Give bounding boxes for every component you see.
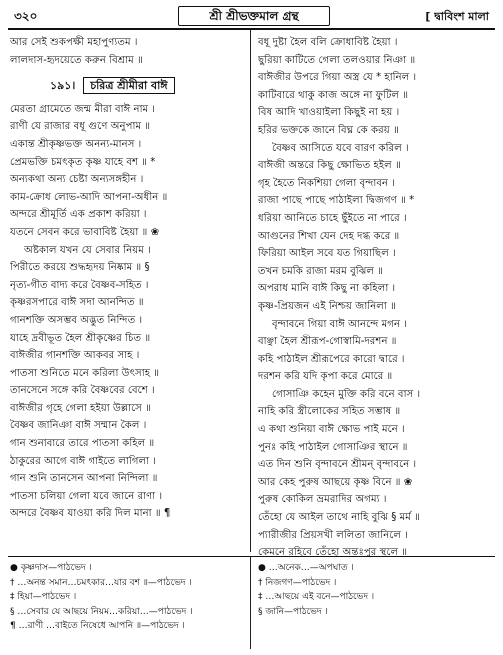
verse-line: ফিরিয়া আইল সবে যত গিয়াছিল ।	[258, 248, 396, 260]
verse-line: পাতসা শুনিতে মনে করিলা উৎসাহ ॥	[10, 367, 160, 379]
footnotes-right	[258, 561, 496, 619]
verse-line: নাহি করি স্ত্রীলোকের সহিত সম্ভাষ ॥	[258, 406, 401, 418]
verse-line: প্যারীজীর প্রিয়সখী ললিতা জানিলে ।	[258, 529, 408, 541]
footnote: ¶ …রাণী …বাইতে নিষেধে আপনি ॥—পাঠভেদ ।	[10, 621, 185, 631]
verse-line: প্রেমভক্তি চমৎকৃত কৃষ্ণ যাহে বশ ॥ *	[10, 156, 156, 168]
verse-line: বাঈজীর গৃহে গেলা হইয়া উল্লাসে ॥	[10, 402, 151, 414]
verse-line: আর সেই শুকপক্ষী মহাপুণ্যতম ।	[10, 37, 138, 48]
verse-line: বিষ আদি খাওয়াইলা কিছুই না হয় ।	[258, 107, 400, 119]
verse-line: অষ্টকাল যখন যে সেবার নিয়ম ।	[24, 244, 151, 256]
chapter-heading	[50, 77, 248, 95]
verse-line: রাণী যে রাজার বধূ গুণে অনুপাম ॥	[10, 121, 151, 133]
verse-line: ছুরিয়া কাটিতে গেলা তলওয়ার নিঞা ॥	[258, 54, 416, 66]
left-verse-list	[10, 101, 248, 523]
right-verse-list	[258, 34, 496, 562]
verse-line: অন্দরে শ্রীমূর্তি এক প্রকাশ করিয়া ।	[10, 209, 147, 221]
verse-line: বাঈজীর উপরে গিয়া অস্ত্র যে * হানিল ।	[258, 72, 417, 84]
footnote: § …সেবার যে আছয়ে নিয়ম…করিয়া…—পাঠভেদ ।	[10, 606, 193, 617]
verse-line: তখন চমকি রাজা মরম বুঝিল ॥	[258, 265, 383, 277]
verse-line: এত দিন শুনি বৃন্দাবনে শ্রীমন্ বৃন্দাবনে ।	[258, 459, 417, 471]
left-column	[10, 34, 248, 523]
footnotes-left	[10, 561, 248, 634]
chapter-number: ১৯১।	[50, 79, 76, 93]
footnotes	[8, 556, 495, 649]
verse-line: ঠাকুরের আগে বাঈ গাইতে লাগিলা ।	[10, 455, 156, 467]
verse-line: কেমনে রহিবে তেঁহো অন্তঃপুর স্থলে ॥	[258, 547, 408, 559]
verse-line: গান শুনি তানসেন আপনা নিন্দিলা ॥	[10, 473, 158, 485]
verse-line: কহি পাঠাইল শ্রীরূপেরে কারো দ্বারে ।	[258, 353, 405, 365]
page-header	[8, 6, 495, 28]
verse-line: গৃহ হৈতে নিকশিয়া গেলা বৃন্দাবন ।	[258, 177, 395, 189]
footnote: ● …অনেক…—অপঘাত ।	[258, 563, 354, 573]
verse-line: কৃষ্ণ-প্রিয়জন এই নিশ্চয় জানিলা ॥	[258, 300, 396, 312]
page-number: ৩২০	[14, 9, 38, 23]
verse-line: পুরুষ কোকিল ভ্রমরাদির অগম্য ।	[258, 494, 387, 506]
footnote: ‡ হিয়া—পাঠভেদ ।	[10, 592, 77, 602]
verse-line: বাঞ্ছা হৈল শ্রীরূপ-গোস্বামি-দরশন ॥	[258, 336, 397, 348]
verse-line: আগুনের শিখা যেন দেহ দগ্ধ করে ॥	[258, 230, 400, 242]
verse-line: বৃন্দাবনে গিয়া বাঈ আনন্দে মগন ।	[272, 318, 407, 330]
verse-line: গোসাঞি কহেন মুক্তি করি বনে বাস ।	[272, 388, 421, 400]
verse-line: আর কেহ পুরুষ আছয়ে কৃষ্ণ বিনে ॥ ❀	[258, 476, 413, 488]
verse-line: দরশন করি যদি কৃপা করে মোরে ॥	[258, 371, 393, 383]
verse-line: বধূ দুষ্টা হৈল বলি ক্রোধাবিষ্ট হৈয়া ।	[258, 37, 398, 48]
verse-line: বাঈজী অন্তরে কিছু ক্ষোভিত হইল ॥	[258, 160, 401, 172]
verse-line: লালদাস-হৃদয়েতে করুন বিশ্রাম ॥	[10, 54, 143, 66]
verse-line: পিরীতে করয়ে শুদ্ধহৃদয় নিষ্কাম ॥ §	[10, 262, 150, 274]
verse-line: তেঁহো যে আইল তাথে নাহি বুঝি § মর্ম ॥	[258, 512, 420, 524]
verse-line: এ কথা শুনিয়া বাঈ ক্ষোভ পাই মনে ।	[258, 424, 405, 436]
footnote: ● কৃষ্ণদাস—পাঠভেদ ।	[10, 563, 92, 573]
verse-line: যাহে দ্রবীভূত হৈল শ্রীকৃষ্ণের চিত ॥	[10, 332, 151, 344]
verse-line: হরির ভক্তকে জানে বিঘ্ন কে করয় ॥	[258, 124, 399, 136]
footnote: † …অনন্ত সমান…চমৎকার…যার বশ ॥—পাঠভেদ ।	[10, 577, 192, 588]
verse-line: রাজা পাছে পাছে পাঠাইলা দ্বিজগণ ॥ *	[258, 195, 415, 207]
verse-line: বৈষ্ণব জানিঞা বাঈ সম্মান কৈল ।	[10, 420, 147, 432]
verse-line: গানশক্তি অসম্ভব অদ্ভুত নিন্দিত ।	[10, 314, 143, 326]
chapter-title: চরিত্র শ্রীমীরা বাঈ	[83, 77, 174, 94]
verse-line: নৃত্য-গীত বাদ্য করে বৈষ্ণব-সহিত ।	[10, 279, 149, 291]
footnote-divider	[250, 557, 251, 649]
verse-line: যতনে সেবন করে ভাবাবিষ্ট হৈয়া ॥ ❀	[10, 226, 160, 238]
right-column	[258, 34, 496, 562]
header-rule	[8, 28, 495, 30]
verse-line: কাম-ক্রোধ লোভ-আদি আপনা-অধীন ॥	[10, 191, 168, 203]
verse-line: পুনঃ কহি পাঠাইল গোসাঞির স্থানে ॥	[258, 441, 408, 453]
verse-line: পাতসা চলিয়া গেলা যবে জানে রাণা ।	[10, 490, 163, 502]
verse-line: অপরাধ মানি বাঈ কিছু না কহিলা ।	[258, 283, 396, 295]
footnote: † নিজগণ—পাঠভেদ ।	[258, 577, 337, 588]
footnote: § জানি—পাঠভেদ ।	[258, 606, 328, 617]
verse-line: অন্দরে বৈষ্ণব যাওয়া করি দিল মানা ॥ ¶	[10, 508, 171, 520]
footnote: ‡ …আছয়ে এই বনে—পাঠভেদ ।	[258, 592, 375, 602]
verse-line: বাঈজীর গানশক্তি আকবর সাহ ।	[10, 350, 140, 362]
verse-line: একান্ত শ্রীকৃষ্ণভক্ত অনন্য-মানস ।	[10, 138, 142, 150]
verse-line: গান শুনাবারে তারে পাতসা কহিল ॥	[10, 438, 155, 450]
verse-line: কাটিবারে থাকু কাজ অঙ্গে না ফুটিল ॥	[258, 89, 409, 101]
verse-line: তানসেনে সঙ্গে করি বৈষ্ণবের বেশে ।	[10, 385, 155, 397]
section-label: [ দ্বাবিংশ মালা	[425, 10, 489, 23]
verse-line: অন্যকথা অন্য চেষ্টা অন্যসঙ্গহীন ।	[10, 174, 144, 186]
verse-line: বৈষ্ণব আসিতে যবে বারণ করিল ।	[272, 142, 409, 154]
verse-line: মেরতা গ্রামেতে জন্ম মীরা বাঈ নাম ।	[10, 103, 156, 115]
verse-line: ধরিয়া আনিতে চাহে ছুঁইতে না পারে ।	[258, 212, 407, 224]
column-divider	[250, 30, 251, 552]
verse-line: কৃষ্ণরসপারে বাঈ সদা আনন্দিত ॥	[10, 297, 144, 309]
book-title: শ্রী শ্রীভক্তমাল গ্রন্থ	[178, 6, 330, 26]
